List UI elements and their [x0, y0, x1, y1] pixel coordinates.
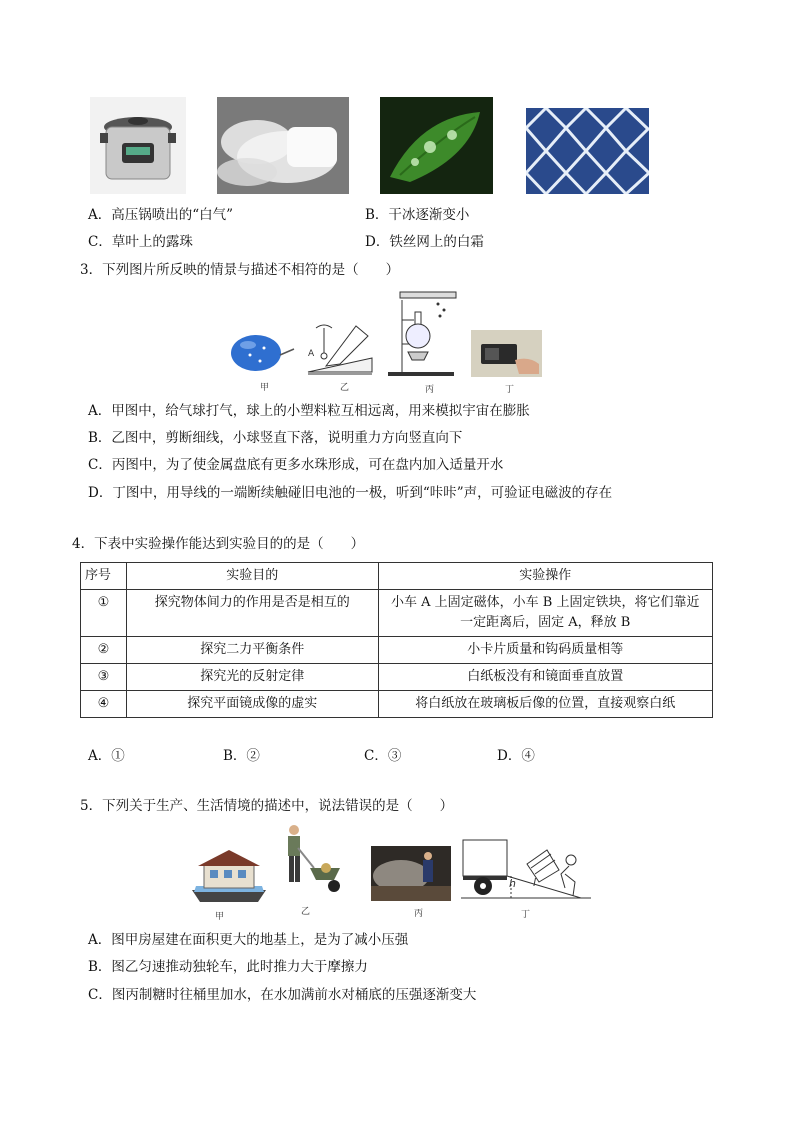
table-cell-purpose: 探究二力平衡条件	[126, 637, 378, 664]
q2-option-d: D．铁丝网上的白霜	[365, 234, 484, 250]
table-row	[81, 664, 713, 691]
q3-option-d: D．丁图中，用导线的一端断续触碰旧电池的一极，听到“咔咔”声，可验证电磁波的存在	[88, 485, 613, 501]
table-cell-operation-line2: 一定距离后，固定 A，释放 B	[460, 615, 631, 630]
q4-option-a: A．①	[88, 748, 125, 764]
pressure-cooker-photo	[90, 97, 186, 194]
q3-caption-yi: 乙	[340, 383, 350, 393]
table-cell-operation: 将白纸放在玻璃板后像的位置，直接观察白纸	[378, 691, 712, 718]
table-cell-operation: 白纸板没有和镜面垂直放置	[378, 664, 712, 691]
q5-option-b: B．图乙匀速推动独轮车，此时推力大于摩擦力	[88, 959, 368, 975]
q2-option-c: C．草叶上的露珠	[88, 234, 193, 250]
table-cell-operation	[378, 590, 712, 637]
table-cell-operation-line1: 小车 A 上固定磁体，小车 B 上固定铁块，将它们靠近	[391, 595, 700, 610]
q4-stem: 4．下表中实验操作能达到实验目的的是（ ）	[72, 536, 365, 552]
table-cell-purpose: 探究光的反射定律	[126, 664, 378, 691]
q3-option-c: C．丙图中，为了使金属盘底有更多水珠形成，可在盘内加入适量开水	[88, 457, 504, 473]
table-cell-purpose: 探究平面镜成像的虚实	[126, 691, 378, 718]
q5-caption-yi: 乙	[301, 907, 311, 917]
q4-option-c: C．③	[364, 748, 402, 764]
table-cell-operation: 小卡片质量和钩码质量相等	[378, 637, 712, 664]
dry-ice-photo	[217, 97, 349, 194]
table-row	[81, 691, 713, 718]
q2-option-a: A．高压锅喷出的“白气”	[88, 207, 234, 223]
sugar-making-photo	[371, 846, 451, 901]
q3-caption-ding: 丁	[505, 385, 515, 395]
table-header-index: 序号	[81, 563, 127, 590]
q5-caption-bing: 丙	[414, 909, 424, 919]
incline-pendulum-figure	[306, 322, 374, 378]
q3-label-a: A	[308, 349, 315, 359]
radio-battery-photo	[471, 330, 542, 377]
q4-option-b: B．②	[223, 748, 260, 764]
table-cell-index: ③	[81, 664, 127, 691]
table-cell-index: ④	[81, 691, 127, 718]
q5-caption-jia: 甲	[215, 912, 225, 922]
q3-option-b: B．乙图中，剪断细线，小球竖直下落，说明重力方向竖直向下	[88, 430, 463, 446]
table-cell-index: ①	[81, 590, 127, 637]
table-row	[81, 590, 713, 637]
q4-option-d: D．④	[497, 748, 535, 764]
wheelbarrow-figure	[274, 824, 346, 896]
frost-wire-mesh-photo	[526, 108, 649, 194]
q2-option-b: B．干冰逐渐变小	[365, 207, 470, 223]
experiment-table	[80, 562, 713, 718]
table-cell-index: ②	[81, 637, 127, 664]
q5-option-c: C．图丙制糖时往桶里加水，在水加满前水对桶底的压强逐渐变大	[88, 987, 477, 1003]
q3-caption-bing: 丙	[425, 385, 435, 395]
balloon-figure	[230, 333, 296, 373]
table-row	[81, 637, 713, 664]
q5-caption-ding: 丁	[521, 910, 531, 920]
house-foundation-figure	[188, 846, 270, 904]
truck-ramp-figure	[461, 838, 591, 902]
table-header-operation: 实验操作	[378, 563, 712, 590]
q3-caption-jia: 甲	[260, 383, 270, 393]
leaf-dewdrop-photo	[380, 97, 493, 194]
q3-stem: 3．下列图片所反映的情景与描述不相符的是（ ）	[80, 262, 400, 278]
q5-option-a: A．图甲房屋建在面积更大的地基上，是为了减小压强	[88, 932, 409, 948]
q3-option-a: A．甲图中，给气球打气，球上的小塑料粒互相远离，用来模拟宇宙在膨胀	[88, 403, 530, 419]
distillation-apparatus-figure	[386, 290, 458, 378]
table-cell-purpose: 探究物体间力的作用是否是相互的	[126, 590, 378, 637]
q5-stem: 5．下列关于生产、生活情境的描述中，说法错误的是（ ）	[80, 798, 454, 814]
q5-label-h: h	[509, 877, 516, 890]
table-header-row	[81, 563, 713, 590]
table-header-purpose: 实验目的	[126, 563, 378, 590]
q5-label-l: l	[533, 876, 537, 889]
